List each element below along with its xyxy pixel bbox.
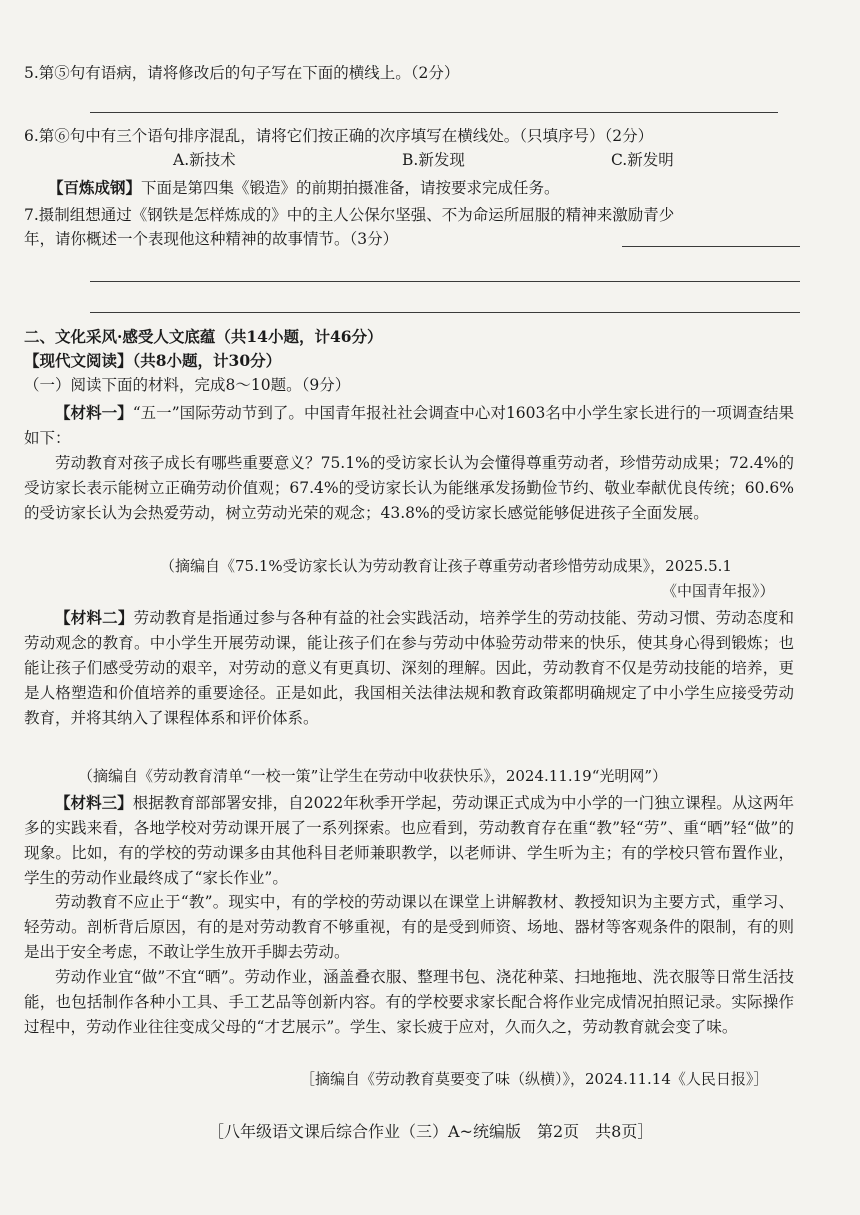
- material-2-label: 【材料二】: [55, 608, 134, 627]
- section-2-title: 二、文化采风·感受人文底蕴（共14小题，计46分）: [24, 327, 383, 346]
- q6-option-c: C.新发明: [611, 151, 674, 169]
- modern-reading-heading: 【现代文阅读】（共8小题，计30分）: [24, 351, 282, 370]
- q6-option-b: B.新发现: [402, 151, 465, 169]
- material-3-label: 【材料三】: [55, 793, 133, 812]
- answer-line-q5[interactable]: [90, 112, 778, 113]
- material-1-label: 【材料一】: [55, 403, 133, 422]
- question-7-line1: 7.摄制组想通过《钢铁是怎样炼成的》中的主人公保尔坚强、不为命运所屈服的精神来激励青少: [24, 206, 675, 224]
- answer-line-q7-b[interactable]: [90, 281, 800, 282]
- material-2-paragraph: [24, 605, 794, 731]
- bailian-label: 【百炼成钢】: [48, 178, 142, 197]
- question-6: 6.第⑥句中有三个语句排序混乱，请将它们按正确的次序填写在横线处。（只填序号）（2分）: [24, 127, 654, 145]
- material-1-source-line-2: 《中国青年报》）: [662, 582, 775, 600]
- material-3-paragraph-2: 劳动教育不应止于“教”。现实中，有的学校的劳动课以在课堂上讲解教材、教授知识为主要方式，重学习、轻劳动。剖析背后原因，有的是对劳动教育不够重视，有的是受到师资、场地、器材等客观条件的限制，有的则是出于安全考虑，不敢让学生放开手脚去劳动。: [24, 893, 794, 961]
- q6-option-a: A.新技术: [173, 151, 236, 169]
- answer-line-q7-a[interactable]: [622, 246, 800, 247]
- material-2-source: （摘编自《劳动教育清单“一校一策”让学生在劳动中收获快乐》，2024.11.19“光明网”）: [78, 767, 668, 785]
- material-1-paragraph-1: [24, 400, 794, 451]
- material-1-paragraph-2: 劳动教育对孩子成长有哪些重要意义？75.1%的受访家长认为会懂得尊重劳动者，珍惜劳动成果；72.4%的受访家长表示能树立正确劳动价值观；67.4%的受访家长认为能继承发扬勤俭节约、敬业奉献优良传统；60.6%的受访家长认为会热爱劳动，树立劳动光荣的观念；43.8%的受访家长感觉能够促进孩子全面发展。: [24, 454, 794, 522]
- question-7-line2: 年，请你概述一个表现他这种精神的故事情节。（3分）: [24, 230, 399, 248]
- material-3-paragraph-3: 劳动作业宜“做”不宜“晒”。劳动作业，涵盖叠衣服、整理书包、浇花种菜、扫地拖地、洗衣服等日常生活技能，也包括制作各种小工具、手工艺品等创新内容。有的学校要求家长配合将作业完成情况拍照记录。实际操作过程中，劳动作业往往变成父母的“才艺展示”。学生、家长疲于应对，久而久之，劳动教育就会变了味。: [24, 968, 794, 1036]
- material-1-text-1: “五一”国际劳动节到了。中国青年报社社会调查中心对1603名中小学生家长进行的一项调查结果如下：: [24, 404, 794, 447]
- material-3-text-1: 根据教育部部署安排，自2022年秋季开学起，劳动课正式成为中小学的一门独立课程。从这两年多的实践来看，各地学校对劳动课开展了一系列探索。也应看到，劳动教育存在重“教”轻“劳”、重“晒”轻“做”的现象。比如，有的学校的劳动课多由其他科目老师兼职教学，以老师讲、学生听为主；有的学校只管布置作业，学生的劳动作业最终成了“家长作业”。: [24, 794, 794, 887]
- bailian-text: 下面是第四集《锻造》的前期拍摄准备，请按要求完成任务。: [141, 179, 560, 197]
- material-3-paragraph-1: [24, 790, 794, 891]
- material-2-text: 劳动教育是指通过参与各种有益的社会实践活动，培养学生的劳动技能、劳动习惯、劳动态度和劳动观念的教育。中小学生开展劳动课，能让孩子们在参与劳动中体验劳动带来的快乐，使其身心得到锻炼；也能让孩子们感受劳动的艰辛，对劳动的意义有更真切、深刻的理解。因此，劳动教育不仅是劳动技能的培养，更是人格塑造和价值培养的重要途径。正是如此，我国相关法律法规和教育政策都明确规定了中小学生应接受劳动教育，并将其纳入了课程体系和评价体系。: [24, 609, 794, 727]
- bailian-instruction: [48, 178, 560, 198]
- material-1-source-line-1: （摘编自《75.1%受访家长认为劳动教育让孩子尊重劳动者珍惜劳动成果》，2025.5.1: [160, 557, 732, 575]
- question-5: 5.第⑤句有语病，请将修改后的句子写在下面的横线上。（2分）: [24, 64, 460, 82]
- material-3-source: ［摘编自《劳动教育莫要变了味（纵横）》，2024.11.14《人民日报》］: [300, 1070, 769, 1088]
- part-1-intro: （一）阅读下面的材料，完成8～10题。（9分）: [24, 376, 351, 394]
- page-footer: ［八年级语文课后综合作业（三）A~统编版 第2页 共8页］: [208, 1122, 654, 1141]
- answer-line-q7-c[interactable]: [90, 312, 800, 313]
